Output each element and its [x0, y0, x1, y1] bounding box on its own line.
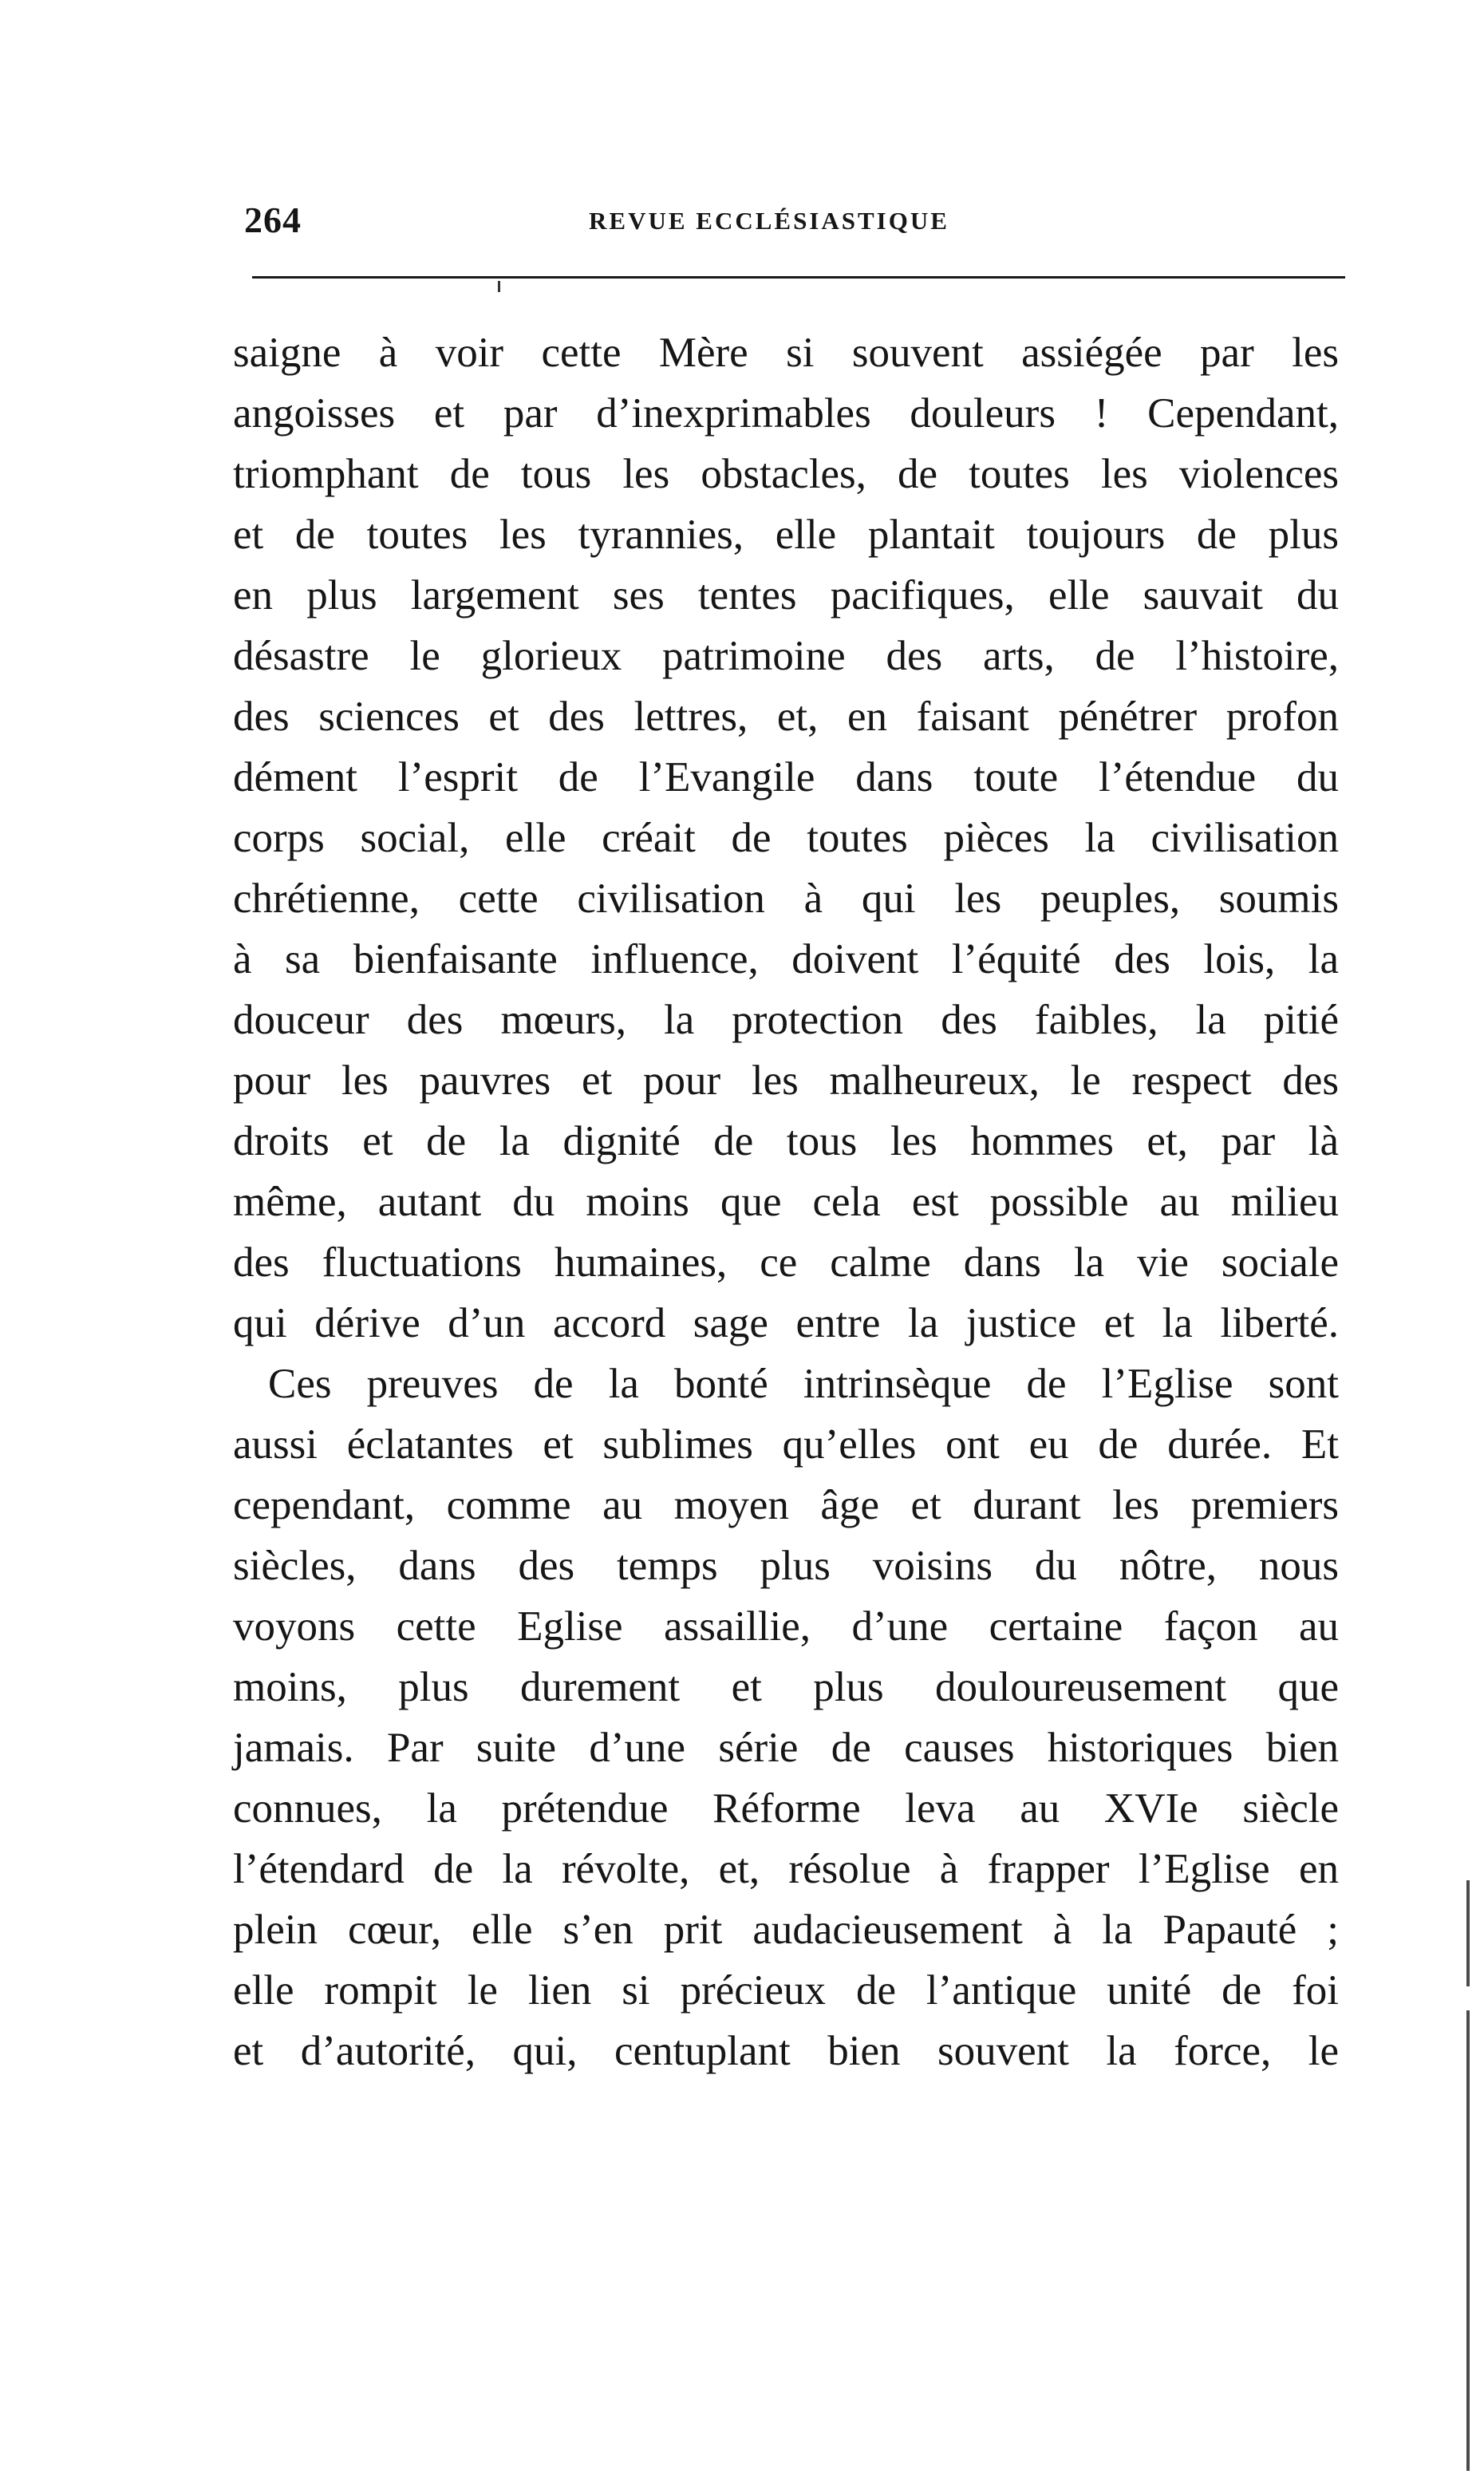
text-line: connues, la prétendue Réforme leva au XVIe siècle: [233, 1785, 1339, 1832]
page-edge-mark: [1466, 1880, 1470, 2471]
text-line: désastre le glorieux patrimoine des arts, de l’histoire,: [233, 633, 1339, 679]
text-line: voyons cette Eglise assaillie, d’une certaine façon au: [233, 1603, 1339, 1650]
text-line: Ces preuves de la bonté intrinsèque de l’Eglise sont: [268, 1361, 1339, 1407]
text-line: et d’autorité, qui, centuplant bien souvent la force, le: [233, 2028, 1339, 2074]
running-head: REVUE ECCLÉSIASTIQUE: [589, 207, 949, 235]
page-header: [244, 196, 1337, 244]
text-line: pour les pauvres et pour les malheureux, le respect des: [233, 1057, 1339, 1104]
body-text: [233, 322, 1339, 2081]
text-line: droits et de la dignité de tous les hommes et, par là: [233, 1118, 1339, 1164]
text-line: chrétienne, cette civilisation à qui les peuples, soumis: [233, 875, 1339, 922]
text-line: moins, plus durement et plus douloureusement que: [233, 1664, 1339, 1710]
text-line: à sa bienfaisante influence, doivent l’équité des lois, la: [233, 936, 1339, 982]
text-line: plein cœur, elle s’en prit audacieusement à la Papauté ;: [233, 1907, 1339, 1953]
text-line: siècles, dans des temps plus voisins du nôtre, nous: [233, 1543, 1339, 1589]
page-number: 264: [244, 200, 302, 240]
text-line: elle rompit le lien si précieux de l’antique unité de foi: [233, 1967, 1339, 2014]
text-line: même, autant du moins que cela est possible au milieu: [233, 1179, 1339, 1225]
text-line: l’étendard de la révolte, et, résolue à frapper l’Eglise en: [233, 1846, 1339, 1892]
text-line: aussi éclatantes et sublimes qu’elles ont eu de durée. Et: [233, 1421, 1339, 1468]
text-line: triomphant de tous les obstacles, de toutes les violences: [233, 451, 1339, 497]
text-line: des sciences et des lettres, et, en faisant pénétrer profon: [233, 694, 1339, 740]
text-line: et de toutes les tyrannies, elle plantait toujours de plus: [233, 512, 1339, 558]
text-line: corps social, elle créait de toutes pièces la civilisation: [233, 815, 1339, 861]
text-line: qui dérive d’un accord sage entre la justice et la liberté.: [233, 1300, 1339, 1346]
text-line: douceur des mœurs, la protection des faibles, la pitié: [233, 997, 1339, 1043]
text-line: en plus largement ses tentes pacifiques, elle sauvait du: [233, 572, 1339, 619]
text-line: angoisses et par d’inexprimables douleurs ! Cependant,: [233, 390, 1339, 437]
text-line: jamais. Par suite d’une série de causes historiques bien: [233, 1725, 1339, 1771]
text-line: cependant, comme au moyen âge et durant les premiers: [233, 1482, 1339, 1528]
text-line: des fluctuations humaines, ce calme dans la vie sociale: [233, 1239, 1339, 1286]
text-line: saigne à voir cette Mère si souvent assiégée par les: [233, 330, 1339, 376]
rule-mark: [498, 281, 500, 292]
header-rule: [252, 276, 1345, 279]
text-line: dément l’esprit de l’Evangile dans toute l’étendue du: [233, 754, 1339, 800]
